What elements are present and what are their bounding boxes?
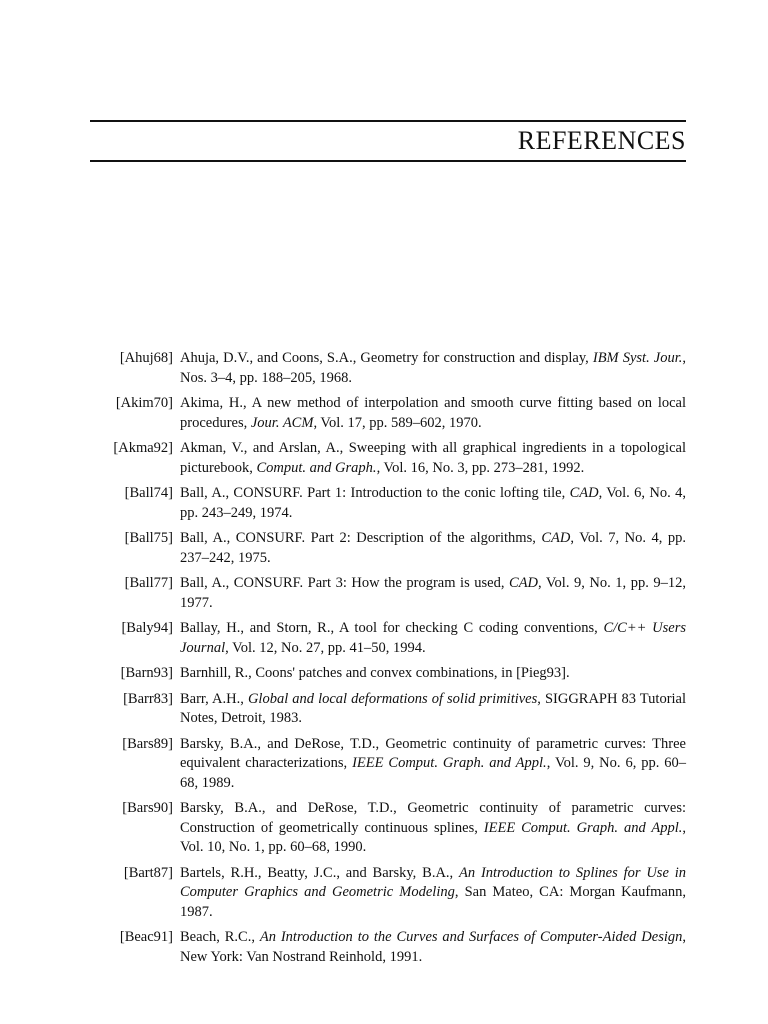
header-bottom-rule [90,160,686,162]
reference-text-segment: , SIGGRAPH 83 Tutorial Notes, Detroit, 1983. [180,690,687,726]
reference-entry [0,928,686,967]
reference-key: [Ahuj68] [119,350,173,366]
reference-title-italic: IEEE Comput. Graph. and Appl. [352,755,547,771]
reference-title-italic: Global and local deformations of solid primitives [247,690,538,707]
reference-text-segment: Akima, H., A new method of interpolation and smooth curve fitting based on local procedures, [180,395,686,431]
reference-text-segment: , Vol. 9, No. 6, pp. 60–68, 1989. [180,755,687,791]
reference-key: [Ball77] [124,575,173,591]
reference-text-segment: , Vol. 7, No. 4, pp. 237–242, 1975. [180,530,686,566]
reference-text-segment: , Vol. 17, pp. 589–602, 1970. [313,414,482,431]
reference-text-segment: , San Mateo, CA: Morgan Kaufmann, 1987. [180,884,686,920]
reference-text [180,928,686,967]
reference-entry [0,439,686,478]
reference-entry [0,664,686,684]
reference-key: [Bars89] [122,735,173,752]
reference-text-segment: , Vol. 6, No. 4, pp. 243–249, 1974. [180,485,686,521]
reference-text-segment: , Vol. 9, No. 1, pp. 9–12, 1977. [180,575,686,611]
reference-text-segment: , Vol. 10, No. 1, pp. 60–68, 1990. [180,819,686,855]
reference-entry [0,799,686,858]
reference-text-segment: Ball, A., CONSURF. Part 3: How the program is used, [180,575,510,591]
reference-text [180,529,686,568]
reference-title-italic: Comput. and Graph. [256,459,377,476]
reference-title-italic: CAD [569,485,599,501]
reference-text-segment: Barsky, B.A., and DeRose, T.D., Geometric continuity of parametric curves: Construction of geometrically continuous splines, [180,800,686,836]
reference-list [0,349,686,973]
reference-text [180,690,686,729]
reference-key: [Akim70] [115,395,173,411]
reference-entry [0,619,686,658]
reference-text [180,735,686,794]
reference-title-italic: IEEE Comput. Graph. and Appl. [483,819,683,836]
reference-text [180,439,686,478]
reference-text-segment: , Nos. 3–4, pp. 188–205, 1968. [180,350,686,386]
reference-text-segment: Beach, R.C., [180,929,260,945]
reference-key: [Baly94] [121,620,173,636]
reference-text-segment: Ahuja, D.V., and Coons, S.A., Geometry for construction and display, [180,350,593,366]
reference-text [180,394,686,433]
reference-title-italic: CAD [509,575,539,591]
reference-text-segment: Barr, A.H., [180,690,248,707]
reference-entry [0,394,686,433]
reference-title-italic: CAD [541,530,571,546]
reference-text-segment: Barnhill, R., Coons' patches and convex combinations, in [Pieg93]. [180,665,570,681]
reference-key: [Ball75] [124,530,173,546]
reference-text-segment: , Vol. 16, No. 3, pp. 273–281, 1992. [376,459,585,476]
reference-key: [Barn93] [120,665,173,681]
reference-text-segment: , New York: Van Nostrand Reinhold, 1991. [180,929,686,965]
reference-entry [0,690,686,729]
reference-title-italic: An Introduction to Splines for Use in Computer Graphics and Geometric Modeling [180,864,686,900]
reference-text [180,484,686,523]
reference-entry [0,735,686,794]
reference-title-italic: C/C++ Users Journal [180,620,686,656]
reference-entry [0,529,686,568]
reference-key: [Barr83] [123,690,173,707]
reference-text [180,349,686,388]
reference-text-segment: , Vol. 12, No. 27, pp. 41–50, 1994. [225,639,426,656]
reference-text [180,864,686,923]
reference-key: [Bart87] [123,864,173,881]
reference-text-segment: Ball, A., CONSURF. Part 2: Description of the algorithms, [180,530,542,546]
reference-key: [Ball74] [124,485,173,501]
reference-text [180,619,686,658]
reference-entry [0,574,686,613]
reference-text-segment: Ball, A., CONSURF. Part 1: Introduction to the conic lofting tile, [180,485,570,501]
reference-text-segment: Ballay, H., and Storn, R., A tool for checking C coding conventions, [180,620,604,636]
reference-title-italic: IBM Syst. Jour. [592,350,683,366]
reference-title-italic: Jour. ACM [250,414,314,431]
reference-text [180,664,686,684]
reference-entry [0,349,686,388]
reference-text-segment: Bartels, R.H., Beatty, J.C., and Barsky, B.A., [180,864,459,881]
reference-text [180,574,686,613]
reference-entry [0,864,686,923]
header-top-rule [90,120,686,122]
reference-entry [0,484,686,523]
chapter-title: REFERENCES [517,126,686,155]
reference-title-italic: An Introduction to the Curves and Surfaces of Computer-Aided Design [259,929,683,945]
reference-key: [Akma92] [113,440,173,456]
reference-key: [Beac91] [119,929,173,945]
reference-text-segment: Akman, V., and Arslan, A., Sweeping with all graphical ingredients in a topological picturebook, [180,440,686,476]
reference-text-segment: Barsky, B.A., and DeRose, T.D., Geometric continuity of parametric curves: Three equivalent characterizations, [180,735,686,771]
reference-key: [Bars90] [122,800,173,816]
reference-text [180,799,686,858]
